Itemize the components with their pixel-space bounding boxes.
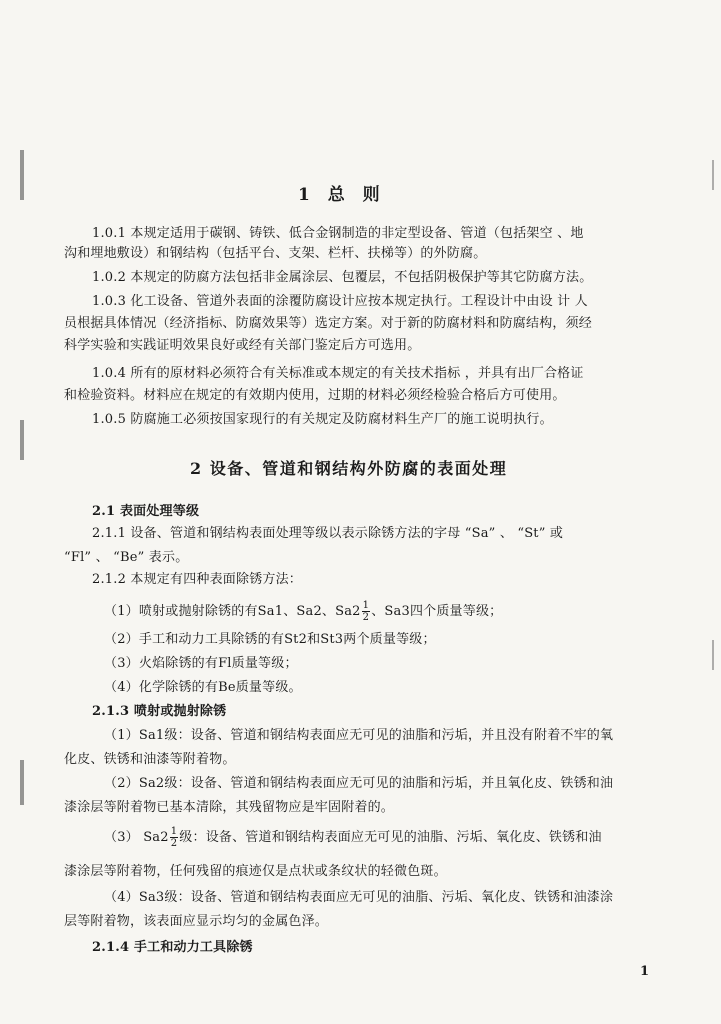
para-2-1-1-cont: “Fl” 、 “Be” 表示。 [64, 550, 189, 565]
sa2-description-cont: 漆涂层等附着物已基本清除，其残留物应是牢固附着的。 [64, 800, 395, 815]
para-1-0-1: 1.0.1 本规定适用于碳钢、铸铁、低合金钢制造的非定型设备、管道（包括架空 、地 [92, 226, 584, 241]
sa1-description: （1）Sa1级：设备、管道和钢结构表面应无可见的油脂和污垢，并且没有附着不牢的氧 [104, 728, 614, 743]
para-1-0-5: 1.0.5 防腐施工必须按国家现行的有关规定及防腐材料生产厂的施工说明执行。 [92, 412, 553, 427]
section-2-title: 2 设备、管道和钢结构外防腐的表面处理 [190, 459, 508, 478]
page-number: 1 [640, 964, 650, 979]
para-1-0-4-cont: 和检验资料。材料应在规定的有效期内使用，过期的材料必须经检验合格后方可使用。 [64, 388, 566, 403]
fraction-half: $\frac{1}{2}$ [170, 826, 178, 849]
sa2-half-description [104, 826, 602, 849]
binder-mark [20, 150, 24, 200]
subsection-2-1-4: 2.1.4 手工和动力工具除锈 [92, 940, 253, 955]
list-item-text: （1）喷射或抛射除锈的有Sa1、Sa2、Sa2 [104, 604, 361, 619]
sa2-half-text: 级：设备、管道和钢结构表面应无可见的油脂、污垢、氧化皮、铁锈和油 [179, 830, 602, 845]
sa3-description: （4）Sa3级：设备、管道和钢结构表面应无可见的油脂、污垢、氧化皮、铁锈和油漆涂 [104, 890, 614, 905]
para-1-0-3-cont: 科学实验和实践证明效果良好或经有关部门鉴定后方可选用。 [64, 338, 421, 353]
para-2-1-2: 2.1.2 本规定有四种表面除锈方法： [92, 572, 303, 587]
binder-mark [20, 760, 24, 805]
list-item-1 [104, 600, 502, 623]
list-item-2: （2）手工和动力工具除锈的有St2和St3两个质量等级； [104, 632, 436, 647]
sa2-half-description-cont: 漆涂层等附着物，任何残留的痕迹仅是点状或条纹状的轻微色斑。 [64, 864, 447, 879]
sa3-description-cont: 层等附着物，该表面应显示均匀的金属色泽。 [64, 914, 329, 929]
para-2-1-1: 2.1.1 设备、管道和钢结构表面处理等级以表示除锈方法的字母 “Sa” 、 “St” 或 [92, 526, 564, 541]
fraction-half: $\frac{1}{2}$ [362, 600, 370, 623]
para-1-0-1-cont: 沟和埋地敷设）和钢结构（包括平台、支架、栏杆、扶梯等）的外防腐。 [64, 246, 487, 261]
list-item-4: （4）化学除锈的有Be质量等级。 [104, 680, 302, 695]
sa1-description-cont: 化皮、铁锈和油漆等附着物。 [64, 752, 236, 767]
subsection-2-1: 2.1 表面处理等级 [92, 504, 200, 519]
list-item-text: 、Sa3四个质量等级； [371, 604, 503, 619]
sa2-half-label: （3） Sa2 [104, 830, 169, 845]
para-1-0-3-cont: 员根据具体情况（经济指标、防腐效果等）选定方案。对于新的防腐材料和防腐结构，须经 [64, 316, 593, 331]
sa2-description: （2）Sa2级：设备、管道和钢结构表面应无可见的油脂和污垢，并且氧化皮、铁锈和油 [104, 776, 614, 791]
para-1-0-2: 1.0.2 本规定的防腐方法包括非金属涂层、包覆层，不包括阴极保护等其它防腐方法。 [92, 270, 593, 285]
binder-mark [20, 420, 24, 460]
section-1-title: 1 总 则 [298, 185, 386, 205]
list-item-3: （3）火焰除锈的有Fl质量等级； [104, 656, 298, 671]
para-1-0-4: 1.0.4 所有的原材料必须符合有关标准或本规定的有关技术指标 ，并具有出厂合格证 [92, 366, 584, 381]
edge-mark [712, 640, 714, 670]
subsection-2-1-3: 2.1.3 喷射或抛射除锈 [92, 704, 227, 719]
para-1-0-3: 1.0.3 化工设备、管道外表面的涂覆防腐设计应按本规定执行。工程设计中由设 计 人 [92, 294, 588, 309]
edge-mark [712, 160, 714, 190]
